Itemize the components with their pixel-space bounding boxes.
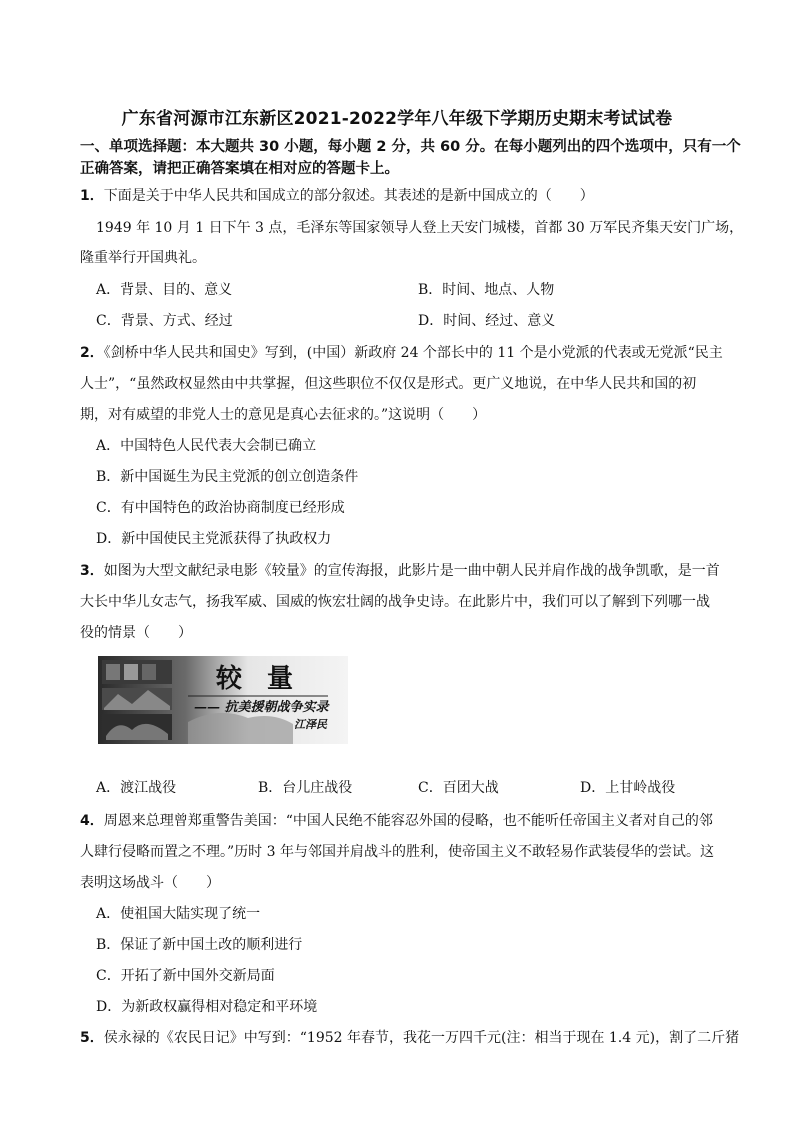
- question-3-number: 3．: [80, 563, 104, 579]
- question-1-text: 下面是关于中华人民共和国成立的部分叙述。其表述的是新中国成立的（ ）: [103, 188, 594, 204]
- question-1-option-d[interactable]: D．时间、经过、意义: [418, 313, 556, 329]
- question-4-text-1: 周恩来总理曾郑重警告美国：“中国人民绝不能容忍外国的侵略，也不能听任帝国主义者对自己的邻: [103, 813, 713, 829]
- question-2-text-1: 《剑桥中华人民共和国史》写到，(中国）新政府 24 个部长中的 11 个是小党派的代表或无党派“民主: [103, 345, 723, 361]
- question-4-option-d[interactable]: D．为新政权赢得相对稳定和平环境: [96, 999, 318, 1015]
- question-3-text-1: 如图为大型文献纪录电影《较量》的宣传海报，此影片是一曲中朝人民并肩作战的战争凯歌，是一首: [103, 563, 720, 579]
- question-1-option-c[interactable]: C．背景、方式、经过: [96, 313, 233, 329]
- question-3-option-b[interactable]: B．台儿庄战役: [258, 780, 353, 796]
- question-4-line-3: 表明这场战斗（ ）: [80, 875, 220, 891]
- question-2-option-a[interactable]: A．中国特色人民代表大会制已确立: [96, 438, 317, 454]
- question-4-line-2: 人肆行侵略而置之不理。”历时 3 年与邻国并肩战斗的胜利，使帝国主义不敢轻易作武装侵华的尝试。这: [80, 844, 714, 860]
- question-4-option-b[interactable]: B．保证了新中国土改的顺利进行: [96, 937, 303, 953]
- question-1-passage-line-2: 隆重举行开国典礼。: [80, 250, 206, 266]
- question-3-line-3: 役的情景（ ）: [80, 625, 192, 641]
- question-4-option-c[interactable]: C．开拓了新中国外交新局面: [96, 968, 275, 984]
- question-1-stem: [80, 186, 760, 206]
- movie-poster-image: [98, 656, 348, 744]
- question-5-number: 5．: [80, 1030, 104, 1046]
- question-2-line-2: 人士”，“虽然政权显然由中共掌握，但这些职位不仅仅是形式。更广义地说，在中华人民共和国的初: [80, 376, 697, 392]
- question-1-number: 1．: [80, 188, 104, 204]
- question-2-line-3: 期，对有威望的非党人士的意见是真心去征求的。”这说明（ ）: [80, 407, 487, 423]
- question-2-option-b[interactable]: B．新中国诞生为民主党派的创立创造条件: [96, 469, 359, 485]
- poster-subtitle: —— 抗美援朝战争实录: [194, 700, 329, 715]
- poster-signature: 江泽民: [294, 718, 327, 731]
- question-3-line-2: 大长中华儿女志气，扬我军威、国威的恢宏壮阔的战争史诗。在此影片中，我们可以了解到下列哪一战: [80, 594, 710, 610]
- section-header: 一、单项选择题：本大题共 30 小题，每小题 2 分，共 60 分。在每小题列出的四个选项中，只有一个正确答案，请把正确答案填在相对应的答题卡上。: [80, 139, 741, 177]
- question-5-text-1: 侯永禄的《农民日记》中写到：“1952 年春节，我花一万四千元(注：相当于现在 1.4 元)，割了二斤猪: [103, 1030, 740, 1046]
- question-2-option-c[interactable]: C．有中国特色的政治协商制度已经形成: [96, 500, 345, 516]
- question-4-line-1: [80, 811, 760, 831]
- question-4-option-a[interactable]: A．使祖国大陆实现了统一: [96, 906, 261, 922]
- question-4-number: 4．: [80, 813, 104, 829]
- poster-title: 较 量: [216, 664, 302, 694]
- question-3-line-1: [80, 561, 760, 581]
- question-1-option-a[interactable]: A．背景、目的、意义: [96, 282, 233, 298]
- question-2-line-1: [80, 343, 760, 363]
- exam-title: 广东省河源市江东新区2021-2022学年八年级下学期历史期末考试试卷: [121, 109, 673, 129]
- question-5-line-1: [80, 1028, 760, 1048]
- question-2-option-d[interactable]: D．新中国使民主党派获得了执政权力: [96, 531, 332, 547]
- question-1-option-b[interactable]: B．时间、地点、人物: [418, 282, 555, 298]
- question-3-option-a[interactable]: A．渡江战役: [96, 780, 177, 796]
- question-1-passage-line-1: 1949 年 10 月 1 日下午 3 点，毛泽东等国家领导人登上天安门城楼，首都 30 万军民齐集天安门广场，: [96, 220, 744, 236]
- question-2-number: 2．: [80, 345, 104, 361]
- question-3-option-c[interactable]: C．百团大战: [418, 780, 499, 796]
- question-3-option-d[interactable]: D．上甘岭战役: [580, 780, 676, 796]
